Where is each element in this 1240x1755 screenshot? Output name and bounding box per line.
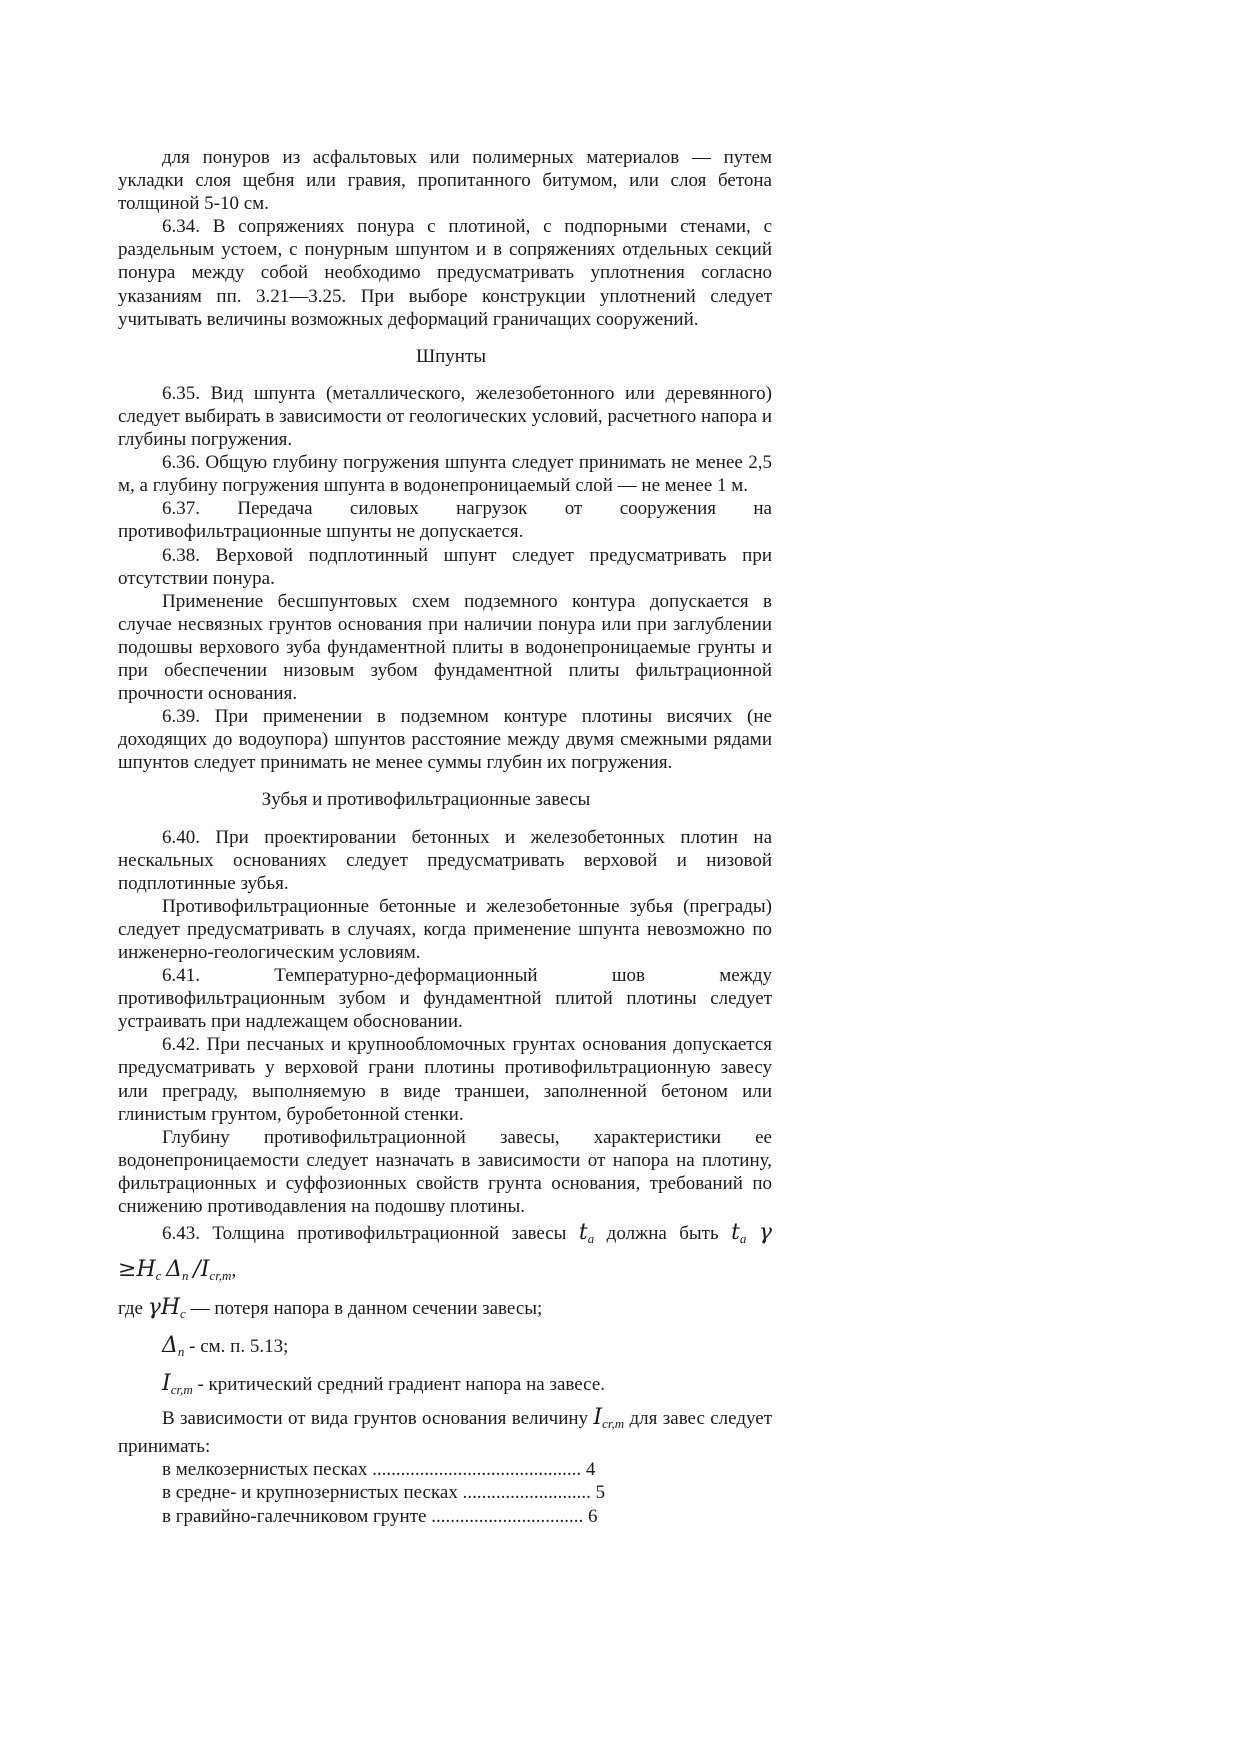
- section-heading-zubya: Зубья и противофильтрационные завесы: [261, 789, 591, 811]
- symbol-slash: /: [193, 1257, 201, 1283]
- list-item-leader: ............................................: [367, 1459, 586, 1481]
- symbol-I: I: [200, 1257, 210, 1283]
- symbol-I: I: [162, 1371, 171, 1397]
- symbol-H: H: [160, 1295, 181, 1321]
- list-item-label: в средне- и крупнозернистых песках: [162, 1482, 458, 1504]
- paragraph-6-42: 6.42. При песчаных и крупнообломочных грунтах основания допускается предусматривать у верховой грани плотины противофильтрационную завесу или преграду, выполняемую в виде траншеи, заполненной бетоном или глинистым грунтом, буробетонной стенки.: [118, 1034, 772, 1125]
- subscript-n: n: [182, 1268, 189, 1284]
- list-item: [118, 1481, 772, 1504]
- symbol-geq: ≥: [118, 1257, 137, 1283]
- paragraph-6-36: 6.36. Общую глубину погружения шпунта следует принимать не менее 2,5 м, а глубину погружения шпунта в водонепроницаемый слой — не менее 1 м.: [118, 452, 772, 497]
- subscript-crm: cr,m: [170, 1382, 193, 1398]
- paragraph-6-38-continued: Применение бесшпунтовых схем подземного контура допускается в случае несвязных грунтов основания при наличии понура или при заглублении подошвы верхового зуба фундаментной плиты в водонепроницаемые грунты и при обеспечении низовым зубом фундаментной плиты фильтрационной прочности основания.: [118, 590, 772, 705]
- list-item-label: в мелкозернистых песках: [162, 1459, 368, 1481]
- icr-text: - критический средний градиент напора на завесе.: [197, 1374, 606, 1396]
- paragraph-values-intro: [118, 1406, 772, 1458]
- values-list: [118, 1458, 772, 1527]
- icr-definition: [118, 1368, 772, 1406]
- values-intro-b: для завес следует принимать:: [118, 1408, 773, 1458]
- paragraph-6-39: 6.39. При применении в подземном контуре плотины висячих (не доходящих до водоупора) шпунтов расстояние между двумя смежными рядами шпунтов следует принимать не менее суммы глубин их погружения.: [118, 706, 772, 774]
- symbol-comma: ,: [231, 1260, 237, 1282]
- subscript-crm: cr,m: [209, 1268, 232, 1284]
- symbol-t: t: [578, 1220, 588, 1246]
- list-item-leader: ................................: [426, 1505, 588, 1527]
- paragraph-6-35: 6.35. Вид шпунта (металлического, железобетонного или деревянного) следует выбирать в зависимости от геологических условий, расчетного напора и глубины погружения.: [118, 382, 772, 451]
- subscript-a: a: [739, 1231, 747, 1247]
- values-intro-a: В зависимости от вида грунтов основания величину: [162, 1408, 589, 1430]
- document-page: [118, 146, 772, 1528]
- subscript-c: c: [155, 1268, 162, 1284]
- list-item-value: 4: [585, 1459, 596, 1481]
- paragraph-6-38: 6.38. Верховой подплотинный шпунт следует предусматривать при отсутствии понура.: [118, 544, 772, 589]
- where-line: [118, 1292, 772, 1330]
- symbol-delta: Δ: [166, 1257, 183, 1283]
- paragraph-6-42-continued: Глубину противофильтрационной завесы, характеристики ее водонепроницаемости следует назначать в зависимости от напора на плотину, фильтрационных и суффозионных свойств грунта основания, требований по снижению противодавления на подошву плотины.: [118, 1126, 772, 1218]
- symbol-H: H: [136, 1257, 156, 1283]
- list-item-value: 6: [587, 1505, 598, 1527]
- list-item: [118, 1458, 772, 1481]
- delta-definition: [118, 1330, 772, 1368]
- list-item-leader: ...........................: [457, 1482, 596, 1504]
- paragraph-6-43: [118, 1218, 772, 1254]
- delta-text: - см. п. 5.13;: [189, 1336, 289, 1358]
- paragraph-ponur-materials: для понуров из асфальтовых или полимерных материалов — путем укладки слоя щебня или гравия, пропитанного битумом, или слоя бетона толщиной 5-10 см.: [118, 147, 772, 215]
- subscript-n: n: [177, 1344, 185, 1360]
- paragraph-6-40-continued: Противофильтрационные бетонные и железобетонные зубья (преграды) следует предусматривать в случаях, когда применение шпунта невозможно по инженерно-геологическим условиям.: [118, 895, 772, 963]
- paragraph-6-37: 6.37. Передача силовых нагрузок от сооружения на противофильтрационные шпунты не допускается.: [118, 498, 772, 543]
- symbol-gamma: γ: [147, 1295, 161, 1321]
- paragraph-6-41: 6.41. Температурно-деформационный шов между противофильтрационным зубом и фундаментной плитой плотины следует устраивать при надлежащем обосновании.: [118, 965, 772, 1033]
- where-prefix: где: [118, 1298, 143, 1320]
- section-heading-shpunty: Шпунты: [415, 345, 487, 367]
- where-text: — потеря напора в данном сечении завесы;: [190, 1298, 543, 1320]
- list-item: [118, 1505, 772, 1528]
- subscript-c: c: [180, 1306, 186, 1322]
- list-item-label: в гравийно-галечниковом грунте: [162, 1505, 427, 1527]
- list-item-value: 5: [595, 1482, 606, 1504]
- symbol-t: t: [731, 1220, 740, 1246]
- formula-thickness: [118, 1254, 772, 1292]
- paragraph-6-43-text: 6.43. Толщина противофильтрационной завесы: [162, 1223, 567, 1245]
- paragraph-6-34: 6.34. В сопряжениях понура с плотиной, с подпорными стенами, с раздельным устоем, с понурным шпунтом и в сопряжениях отдельных секций понура между собой необходимо предусматривать уплотнения согласно указаниям пп. 3.21—3.25. При выборе конструкции уплотнений следует учитывать величины возможных деформаций граничащих сооружений.: [118, 216, 772, 330]
- subscript-a: a: [587, 1231, 595, 1247]
- symbol-gamma: γ: [758, 1220, 773, 1246]
- paragraph-6-43-mid: должна быть: [606, 1223, 719, 1245]
- symbol-I: I: [593, 1405, 603, 1431]
- symbol-delta: Δ: [162, 1333, 178, 1359]
- subscript-crm: cr,m: [602, 1416, 625, 1432]
- paragraph-6-40: 6.40. При проектировании бетонных и железобетонных плотин на нескальных основаниях следует предусматривать верховой и низовой подплотинные зубья.: [118, 826, 772, 894]
